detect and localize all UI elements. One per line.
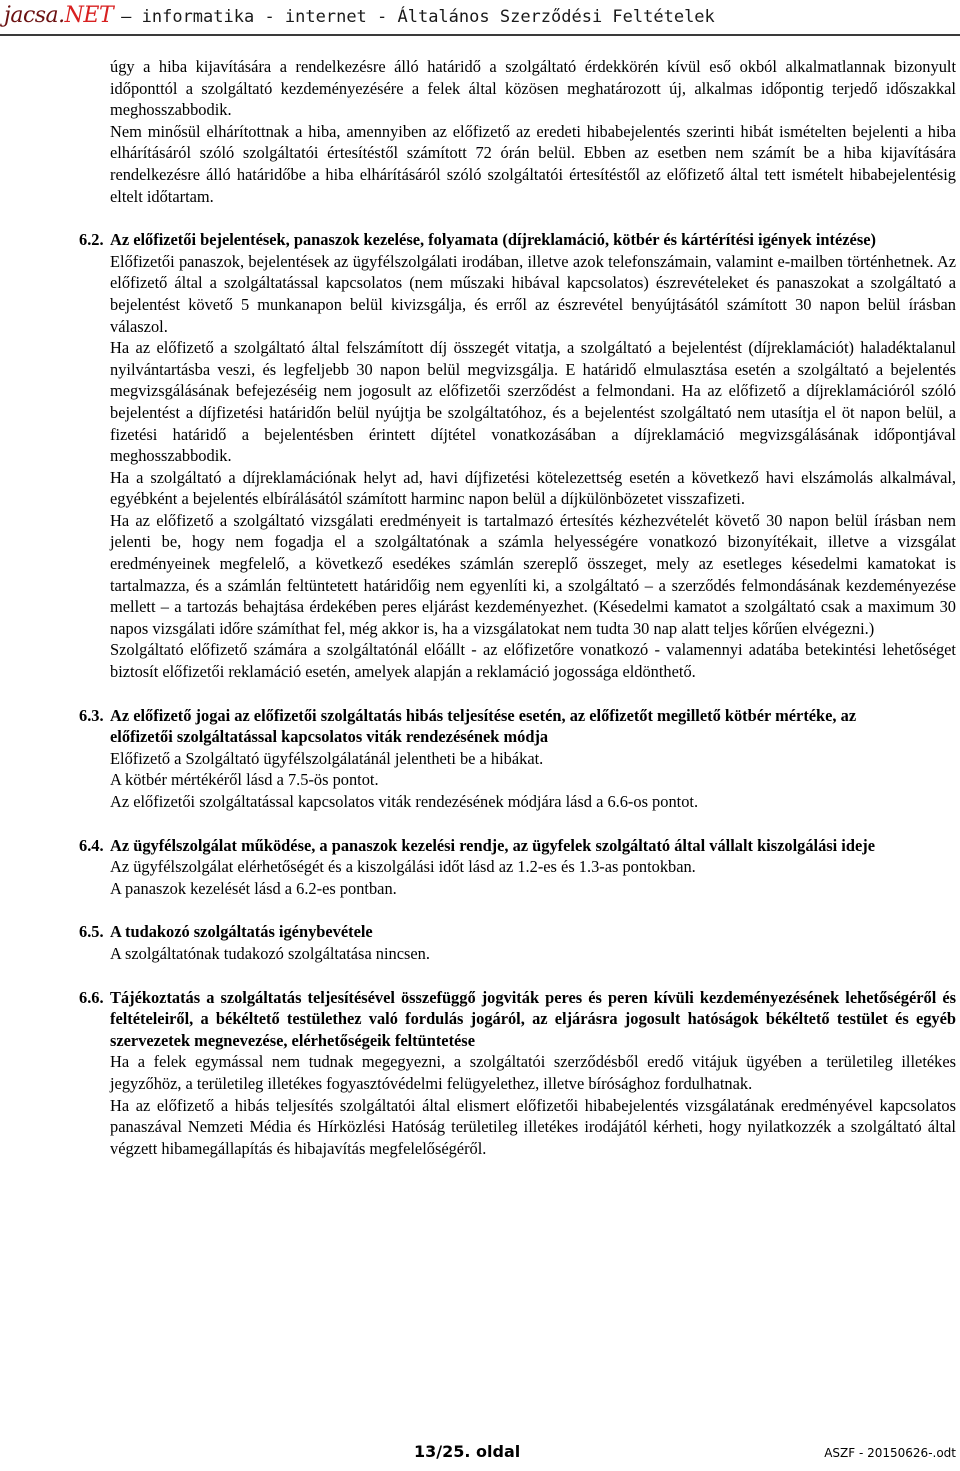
document-body — [0, 56, 960, 1159]
breadcrumb: – informatika - internet - Általános Szerződési Feltételek — [121, 7, 715, 27]
section-title: Az előfizető jogai az előfizetői szolgáltatás hibás teljesítése esetén, az előfizetőt megillető kötbér mértéke, az előfizetői szolgáltatással kapcsolatos viták rendezésének módja — [110, 705, 857, 747]
intro-paragraph: Nem minősül elhárítottnak a hiba, amennyiben az előfizető az eredeti hibabejelentés szerinti hibát ismételten bejelenti a hiba elhárításáról szóló szolgáltatói értesítéstől számított 72 órán belül. Ebben az esetben nem számít be a hiba kijavítására rendelkezésre álló határidőbe a hiba elhárításáról szóló szolgáltatói értesítéstől az előfizető által tett ismételt hibabejelentésig eltelt időtartam. — [110, 121, 956, 206]
section-title: Tájékoztatás a szolgáltatás teljesítésével összefüggő jogviták peres és peren kívüli kezdeményezésének lehetőségéről és feltételeiről, a békéltető testülethez való fordulás jogáról, az eljárásra jogosult hatóságok békéltető testület és egyéb szervezetek megnevezése, elérhetőségeik feltüntetése — [110, 987, 956, 1050]
page-header — [0, 0, 960, 38]
section-number: 6.2. — [79, 230, 104, 250]
logo-net: NET — [64, 3, 114, 28]
intro-paragraph: úgy a hiba kijavítására a rendelkezésre álló határidő a szolgáltató érdekkörén kívül eső okból alkalmatlannak bizonyult időponttól a szolgáltató kezdeményezésére a felek által közösen meghatározott új, alkalmas időpontig terjedő időszakkal meghosszabbodik. — [110, 57, 956, 120]
document-code: ASZF - 20150626-.odt — [824, 1446, 956, 1460]
section-title: Az ügyfélszolgálat működése, a panaszok kezelési rendje, az ügyfelek szolgáltató által vállalt kiszolgálási ideje — [110, 835, 875, 855]
section-6-2 — [0, 229, 960, 682]
header-row — [4, 3, 715, 31]
section-6-6 — [0, 987, 960, 1160]
section-paragraph: Előfizető a Szolgáltató ügyfélszolgálatánál jelentheti be a hibákat. — [110, 748, 544, 768]
site-logo[interactable] — [4, 3, 113, 28]
section-number: 6.5. — [79, 922, 104, 942]
section-paragraph: Ha az előfizető a hibás teljesítés szolgáltatói által elismert előfizetői hibabejelentés vizsgálatának eredményével kapcsolatos panaszával Nemzeti Média és Hírközlési Hatóság területileg illetékes irodájától kérheti, hogy nyilatkozzék a szolgáltató által végzett hibamegállapítás és hibajavítás megfelelőségéről. — [110, 1095, 956, 1158]
section-paragraph: A panaszok kezelését lásd a 6.2-es pontban. — [110, 878, 397, 898]
section-paragraph: Ha az előfizető a szolgáltató által felszámított díj összegét vitatja, a szolgáltató a bejelentést (díjreklamációt) haladéktalanul nyilvántartásba veszi, és legfeljebb 30 napon belül megvizsgálja. E határidő elmulasztása esetén a szolgáltató a bejelentés megvizsgálásának befejezéséig nem jogosult az előfizetői szerződést a felmondani. Ha az előfizető a díjreklamációról szóló bejelentést a díjfizetési határidőn belül nyújtja be szolgáltatóhoz, és a bejelentést szolgáltató nem utasítja el öt napon belül, a fizetési határidő a bejelentésben érintett díjtétel vonatkozásában a díjreklamáció megvizsgálásának időpontjával meghosszabbodik. — [110, 338, 956, 466]
section-paragraph: Ha az előfizető a szolgáltató vizsgálati eredményeit is tartalmazó értesítés kézhezvételét követő 30 napon belül írásban nem jelenti be, hogy nem fogadja el a szolgáltatónak a számla helyességére vonatkozó bizonyítékait, illetve a vizsgálat eredményeinek megfelelő, a következő esedékes számlán szereplő összeget, mely az esetleges késedelmi kamatokat is tartalmazza, és a számlán feltüntetett határidőig nem egyenlíti ki, a szolgáltató – a szerződés felmondásának kezdeményezése mellett – a tartozás behajtása érdekében peres eljárást kezdeményezhet. (Késedelmi kamatot a szolgáltató csak a maximum 30 napos vizsgálati időre számíthat fel, még akkor is, ha a vizsgálatokat nem tudta 30 nap alatt teljes kőrűen elvégezni.) — [110, 510, 956, 638]
section-paragraph: A szolgáltatónak tudakozó szolgáltatása nincsen. — [110, 943, 430, 963]
logo-jacsa: jacsa. — [4, 3, 65, 28]
header-divider — [0, 34, 960, 36]
section-paragraph: Az ügyfélszolgálat elérhetőségét és a kiszolgálási időt lásd az 1.2-es és 1.3-as pontokban. — [110, 857, 696, 877]
section-6-5 — [0, 921, 960, 964]
section-number: 6.4. — [79, 835, 104, 855]
section-paragraph: Ha a felek egymással nem tudnak megegyezni, a szolgáltatói szerződésből eredő vitájuk ügyében a területileg illetékes jegyzőhöz, a területileg illetékes fogyasztóvédelmi felügyelethez, illetve bírósághoz fordulhatnak. — [110, 1052, 956, 1093]
section-paragraph: A kötbér mértékéről lásd a 7.5-ös pontot. — [110, 770, 379, 790]
section-6-4 — [0, 835, 960, 900]
section-paragraph: Szolgáltató előfizető számára a szolgáltatónál előállt - az előfizetőre vonatkozó - valamennyi adatába betekintési lehetőséget biztosít előfizetői reklamáció esetén, amelyek alapján a reklamáció jogossága eldönthető. — [110, 640, 956, 682]
section-paragraph: Az előfizetői szolgáltatással kapcsolatos viták rendezésének módjára lásd a 6.6-os pontot. — [110, 792, 699, 811]
section-paragraph: Előfizetői panaszok, bejelentések az ügyfélszolgálati irodában, illetve azok telefonszámain, valamint e-mailben történhetnek. Az előfizető által a szolgáltatással kapcsolatos (nem műszaki hibával kapcsolatos) észrevételeket és panaszokat a szolgáltató a bejelentést követő 5 munkanapon belül kivizsgálja, és erről az észrevétel benyújtásától számított 30 napon belül írásban válaszol. — [110, 251, 956, 336]
section-6-3 — [0, 705, 960, 813]
section-number: 6.6. — [79, 987, 104, 1007]
page-footer — [0, 1440, 960, 1471]
section-title: Az előfizetői bejelentések, panaszok kezelése, folyamata (díjreklamáció, kötbér és kártérítési igények intézése) — [110, 230, 876, 250]
section-paragraph: Ha a szolgáltató a díjreklamációnak helyt ad, havi díjfizetési kötelezettség esetén a következő havi elszámolás alkalmával, egyébként a bejelentés elbírálásától számított harminc napon belül a díjkülönbözetet visszafizeti. — [110, 467, 956, 509]
page-number: 13/25. oldal — [414, 1442, 521, 1461]
section-number: 6.3. — [79, 705, 104, 725]
section-title: A tudakozó szolgáltatás igénybevétele — [110, 922, 373, 942]
